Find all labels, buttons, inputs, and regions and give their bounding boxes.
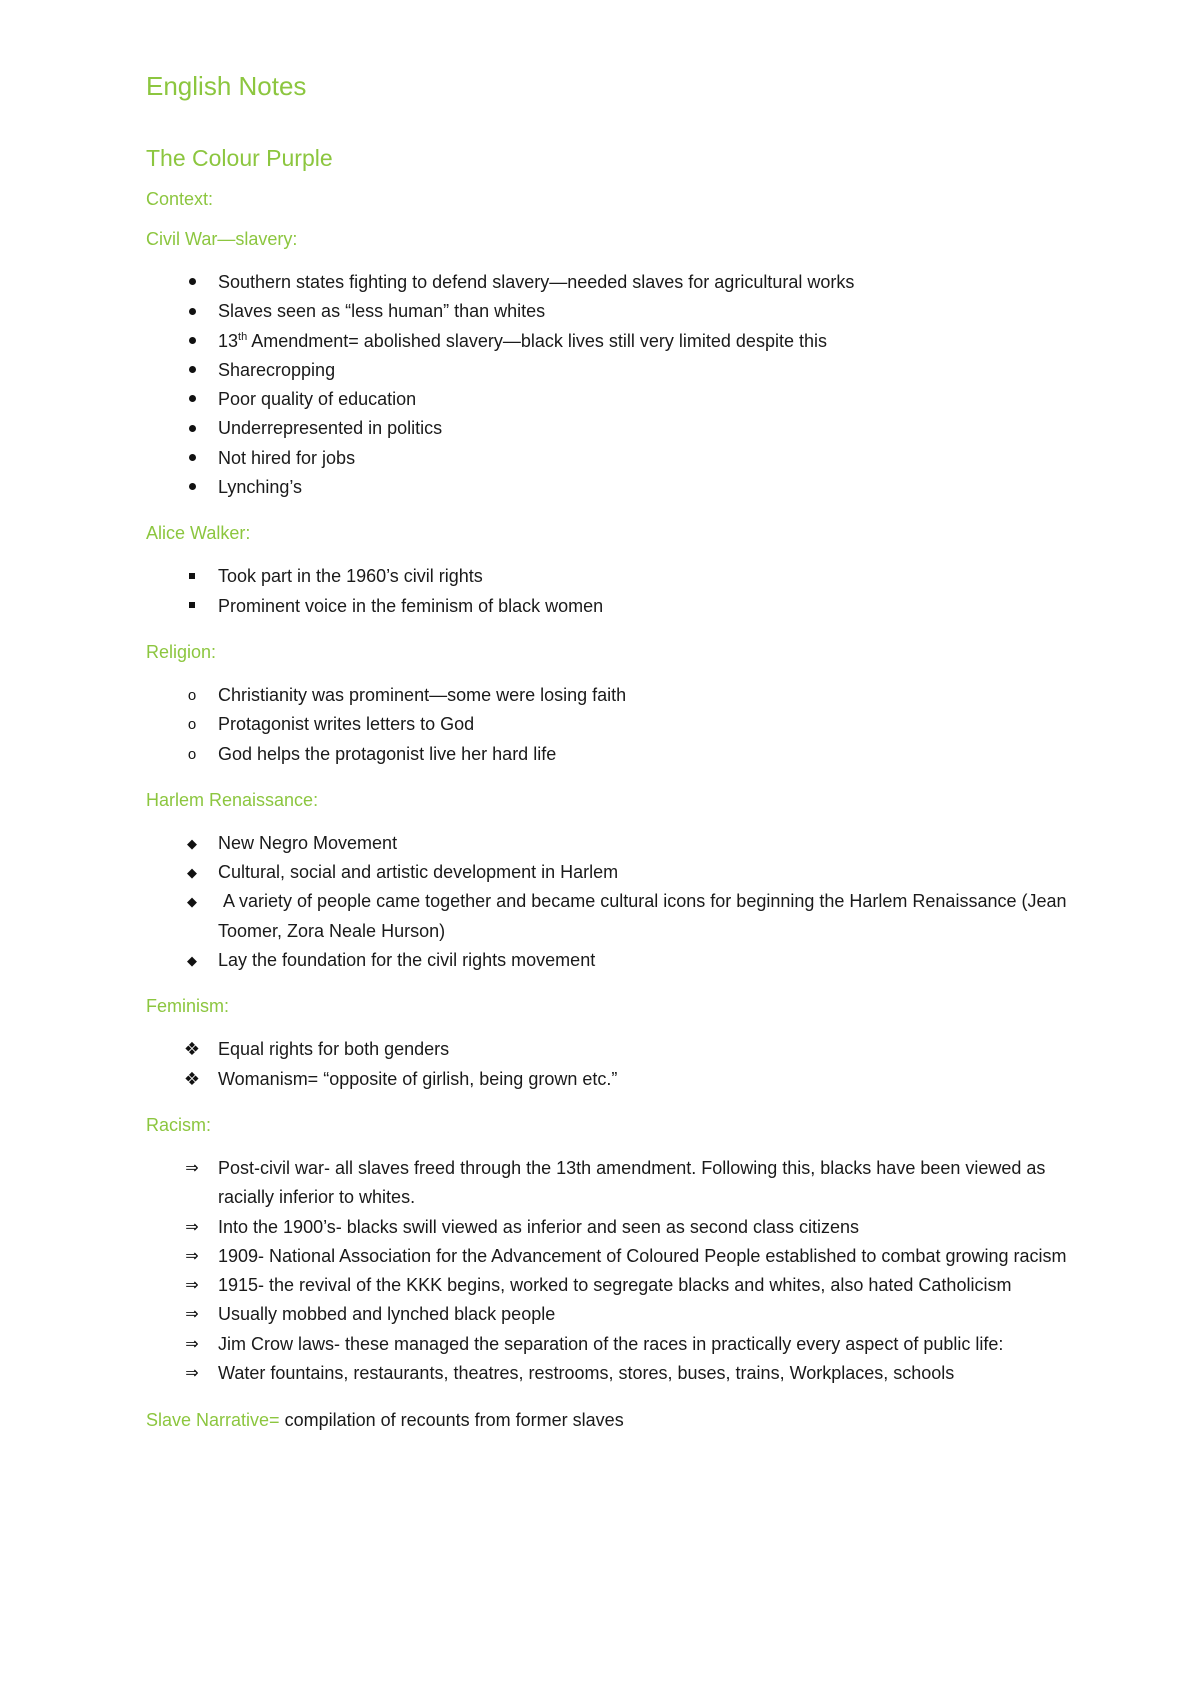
racism-heading: Racism: <box>146 1114 212 1135</box>
list-item: Lynching’s <box>146 473 1076 502</box>
list-item: o God helps the protagonist live her hard life <box>146 740 1076 769</box>
list-item: Took part in the 1960’s civil rights <box>146 562 1076 591</box>
list-item: ◆ New Negro Movement <box>146 829 1076 858</box>
four-diamond-bullet-icon: ❖ <box>183 1039 201 1060</box>
feminism-heading: Feminism: <box>146 996 230 1017</box>
list-item: Prominent voice in the feminism of black women <box>146 592 1076 621</box>
racism-list <box>146 1154 1076 1388</box>
filled-circle-bullet-icon <box>180 473 204 502</box>
religion-heading: Religion: <box>146 641 217 662</box>
filled-circle-bullet-icon <box>180 297 204 326</box>
slave-narrative-label: Slave Narrative= <box>146 1410 280 1431</box>
double-arrow-bullet-icon: ⇒ <box>185 1247 199 1265</box>
document-page <box>146 70 1076 1432</box>
filled-circle-bullet-icon <box>180 356 204 385</box>
alice-walker-heading: Alice Walker: <box>146 523 251 544</box>
list-item: ◆ Lay the foundation for the civil rights movement <box>146 946 1076 975</box>
double-arrow-bullet-icon: ⇒ <box>185 1335 199 1353</box>
filled-circle-bullet-icon <box>180 268 204 297</box>
alice-walker-list <box>146 562 1076 621</box>
list-item: ⇒ Jim Crow laws- these managed the separation of the races in practically every aspect of public life: <box>146 1330 1076 1359</box>
list-item: Not hired for jobs <box>146 444 1076 473</box>
double-arrow-bullet-icon: ⇒ <box>185 1218 199 1236</box>
document-title: English Notes <box>146 71 307 101</box>
slave-narrative-line <box>146 1408 1076 1432</box>
list-item: ❖ Womanism= “opposite of girlish, being grown etc.” <box>146 1065 1076 1094</box>
double-arrow-bullet-icon: ⇒ <box>185 1306 199 1324</box>
filled-circle-bullet-icon <box>180 385 204 414</box>
context-heading: Context: <box>146 189 214 209</box>
civil-war-list <box>146 268 1076 502</box>
list-item: Slaves seen as “less human” than whites <box>146 297 1076 326</box>
hollow-circle-bullet-icon: o <box>187 745 197 763</box>
double-arrow-bullet-icon: ⇒ <box>185 1277 199 1295</box>
religion-list <box>146 681 1076 769</box>
filled-circle-bullet-icon <box>180 444 204 473</box>
list-item: 13th Amendment= abolished slavery—black lives still very limited despite this <box>146 327 1076 356</box>
double-arrow-bullet-icon: ⇒ <box>185 1365 199 1383</box>
diamond-bullet-icon: ◆ <box>187 953 197 969</box>
list-item: ❖ Equal rights for both genders <box>146 1035 1076 1064</box>
square-bullet-icon <box>180 592 204 621</box>
list-item: ◆ A variety of people came together and became cultural icons for beginning the Harlem Renaissance (Jean Toomer, Zora Neale Hurson) <box>146 887 1076 946</box>
list-item: ⇒ 1915- the revival of the KKK begins, worked to segregate blacks and whites, also hated Catholicism <box>146 1271 1076 1300</box>
diamond-bullet-icon: ◆ <box>187 894 197 910</box>
double-arrow-bullet-icon: ⇒ <box>185 1159 199 1177</box>
hollow-circle-bullet-icon: o <box>187 716 197 734</box>
harlem-list <box>146 829 1076 975</box>
civil-war-heading: Civil War—slavery: <box>146 229 298 249</box>
filled-circle-bullet-icon <box>180 414 204 443</box>
list-item: o Protagonist writes letters to God <box>146 710 1076 739</box>
harlem-heading: Harlem Renaissance: <box>146 789 319 810</box>
list-item: ◆ Cultural, social and artistic development in Harlem <box>146 858 1076 887</box>
list-item: ⇒ Water fountains, restaurants, theatres, restrooms, stores, buses, trains, Workplaces, schools <box>146 1359 1076 1388</box>
list-item: ⇒ Post-civil war- all slaves freed through the 13th amendment. Following this, blacks have been viewed as racially inferior to whites. <box>146 1154 1076 1213</box>
list-item: ⇒ Into the 1900’s- blacks swill viewed as inferior and seen as second class citizens <box>146 1213 1076 1242</box>
square-bullet-icon <box>180 562 204 591</box>
list-item: Poor quality of education <box>146 385 1076 414</box>
document-subtitle: The Colour Purple <box>146 145 333 171</box>
list-item: ⇒ Usually mobbed and lynched black people <box>146 1300 1076 1329</box>
diamond-bullet-icon: ◆ <box>187 865 197 881</box>
list-item: Southern states fighting to defend slavery—needed slaves for agricultural works <box>146 268 1076 297</box>
slave-narrative-text: compilation of recounts from former slaves <box>279 1410 624 1431</box>
list-item: Sharecropping <box>146 356 1076 385</box>
hollow-circle-bullet-icon: o <box>187 686 197 704</box>
diamond-bullet-icon: ◆ <box>187 835 197 851</box>
feminism-list <box>146 1035 1076 1094</box>
list-item: o Christianity was prominent—some were losing faith <box>146 681 1076 710</box>
list-item: ⇒ 1909- National Association for the Advancement of Coloured People established to combat growing racism <box>146 1242 1076 1271</box>
four-diamond-bullet-icon: ❖ <box>183 1068 201 1089</box>
list-item: Underrepresented in politics <box>146 414 1076 443</box>
filled-circle-bullet-icon <box>180 327 204 356</box>
